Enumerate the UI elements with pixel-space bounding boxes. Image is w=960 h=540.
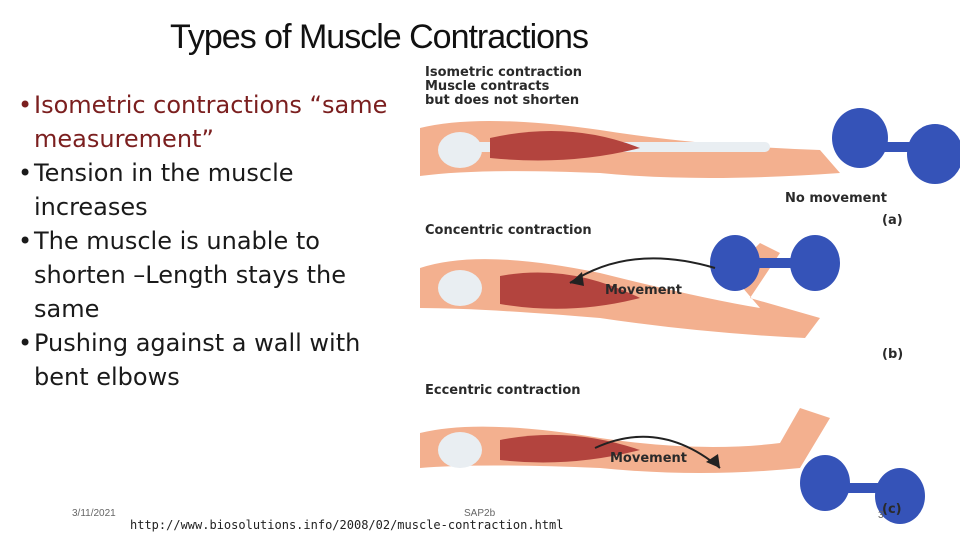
bullet-list	[18, 88, 408, 394]
source-url[interactable]: http://www.biosolutions.info/2008/02/muscle-contraction.html	[130, 518, 564, 532]
slide-title: Types of Muscle Contractions	[170, 18, 588, 56]
movement-label-b: Movement	[605, 283, 682, 298]
bullet-item	[18, 88, 408, 156]
movement-label-c: Movement	[610, 451, 687, 466]
concentric-title: Concentric contraction	[425, 223, 592, 238]
bullet-text: The muscle is unable to shorten –Length stays the same	[34, 227, 347, 323]
bullet-item	[18, 224, 408, 326]
footer-center: SAP2b	[464, 508, 496, 519]
no-movement-label: No movement	[785, 191, 887, 206]
eccentric-title: Eccentric contraction	[425, 383, 581, 398]
bullet-text: Tension in the muscle increases	[34, 159, 294, 221]
label-a: (a)	[882, 213, 903, 228]
label-c: (c)	[882, 502, 902, 517]
isometric-sub1: Muscle contracts	[425, 79, 550, 94]
bullet-text: Isometric contractions “same measurement”	[34, 91, 388, 153]
label-b: (b)	[882, 347, 904, 362]
bullet-dot: •	[18, 159, 33, 187]
bullet-dot: •	[18, 329, 33, 357]
isometric-title: Isometric contraction	[425, 65, 583, 80]
bullet-text: Pushing against a wall with bent elbows	[34, 329, 361, 391]
bullet-item	[18, 156, 408, 224]
footer-date: 3/11/2021	[72, 508, 116, 519]
isometric-sub2: but does not shorten	[425, 93, 580, 108]
bullet-dot: •	[18, 227, 33, 255]
bullet-item	[18, 326, 408, 394]
bullet-dot: •	[18, 91, 33, 119]
muscle-contraction-diagram	[400, 58, 960, 528]
slide-number: 3	[878, 510, 884, 521]
